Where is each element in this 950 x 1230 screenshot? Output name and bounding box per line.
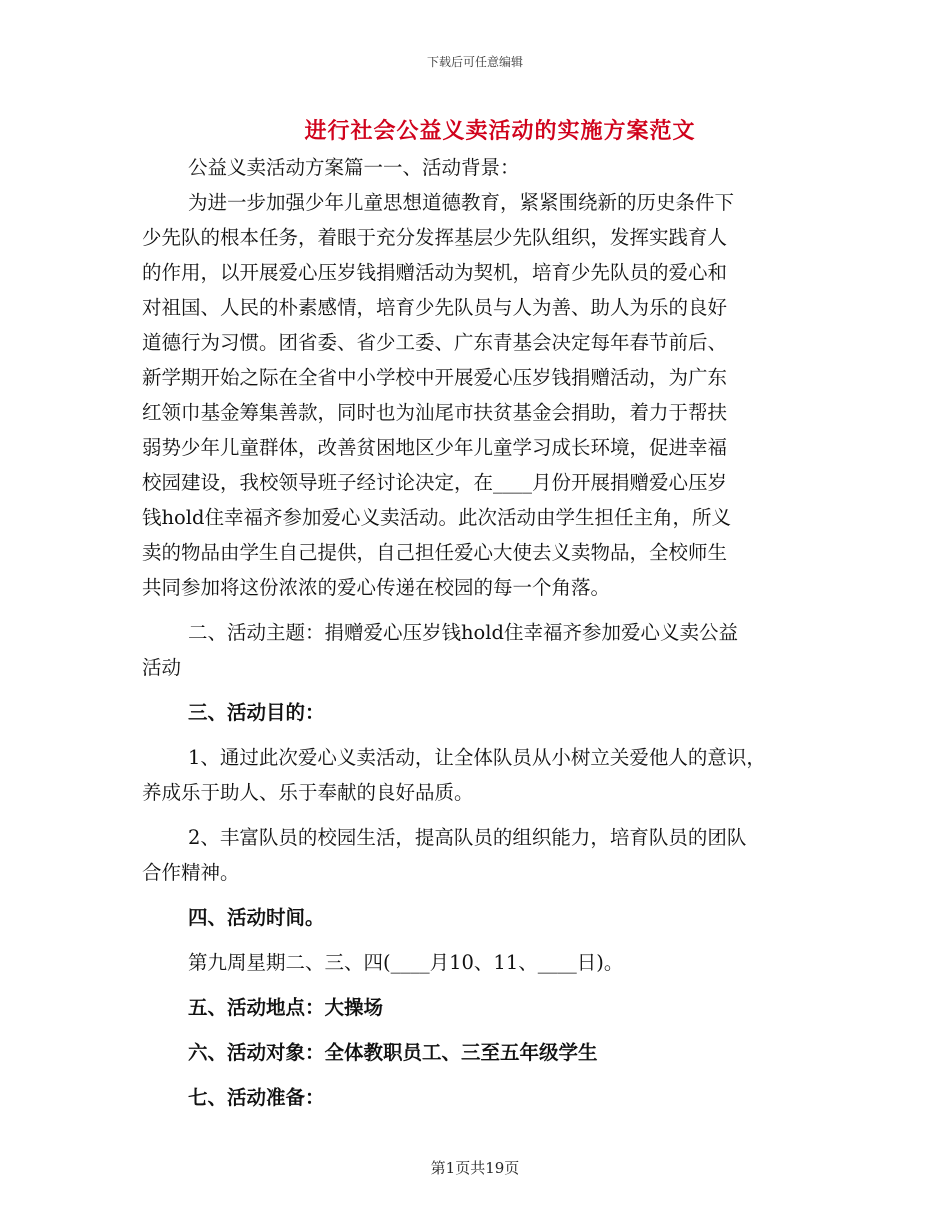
purpose-item-2 [142, 820, 822, 890]
paragraph-line: 2、丰富队员的校园生活，提高队员的组织能力，培育队员的团队 [188, 826, 747, 849]
background-paragraph [142, 185, 822, 605]
paragraph-line: 卖的物品由学生自己提供，自己担任爱心大使去义卖物品，全校师生 [142, 541, 728, 564]
intro-line: 公益义卖活动方案篇一一、活动背景： [188, 156, 520, 179]
document-body [142, 150, 822, 1115]
paragraph-line: 对祖国、人民的朴素感情，培育少先队员与人为善、助人为乐的良好 [142, 296, 728, 319]
time-heading: 四、活动时间。 [188, 906, 325, 929]
page-header: 下载后可任意编辑 [426, 55, 523, 69]
paragraph-line: 新学期开始之际在全省中小学校中开展爱心压岁钱捐赠活动，为广东 [142, 366, 728, 389]
paragraph-line: 少先队的根本任务，着眼于充分发挥基层少先队组织，发挥实践育人 [142, 226, 728, 249]
paragraph-line: 合作精神。 [142, 861, 240, 884]
paragraph-line: 红领巾基金筹集善款，同时也为汕尾市扶贫基金会捐助，着力于帮扶 [142, 401, 728, 424]
place-heading: 五、活动地点：大操场 [188, 996, 384, 1019]
paragraph-line: 钱hold住幸福齐参加爱心义卖活动。此次活动由学生担任主角，所义 [142, 506, 732, 529]
paragraph-line: 二、活动主题：捐赠爱心压岁钱hold住幸福齐参加爱心义卖公益 [188, 621, 739, 644]
paragraph-line: 的作用，以开展爱心压岁钱捐赠活动为契机，培育少先队员的爱心和 [142, 261, 728, 284]
prep-heading: 七、活动准备： [188, 1086, 325, 1109]
paragraph-line: 道德行为习惯。团省委、省少工委、广东青基会决定每年春节前后、 [142, 331, 728, 354]
paragraph-line: 养成乐于助人、乐于奉献的良好品质。 [142, 781, 474, 804]
paragraph-line: 共同参加将这份浓浓的爱心传递在校园的每一个角落。 [142, 576, 611, 599]
paragraph-line: 1、通过此次爱心义卖活动，让全体队员从小树立关爱他人的意识， [188, 746, 766, 769]
paragraph-line: 活动 [142, 656, 182, 679]
paragraph-line: 为进一步加强少年儿童思想道德教育，紧紧围绕新的历史条件下 [188, 191, 735, 214]
purpose-heading: 三、活动目的： [188, 701, 325, 724]
paragraph-line: 弱势少年儿童群体，改善贫困地区少年儿童学习成长环境，促进幸福 [142, 436, 728, 459]
document-title: 进行社会公益义卖活动的实施方案范文 [304, 118, 696, 144]
time-text: 第九周星期二、三、四(____月10、11、____日)。 [188, 951, 624, 974]
theme-paragraph [142, 615, 822, 685]
page-number: 第1页共19页 [430, 1159, 520, 1177]
paragraph-line: 校园建设，我校领导班子经讨论决定，在____月份开展捐赠爱心压岁 [142, 471, 728, 494]
audience-heading: 六、活动对象：全体教职员工、三至五年级学生 [188, 1041, 598, 1064]
purpose-item-1 [142, 740, 822, 810]
